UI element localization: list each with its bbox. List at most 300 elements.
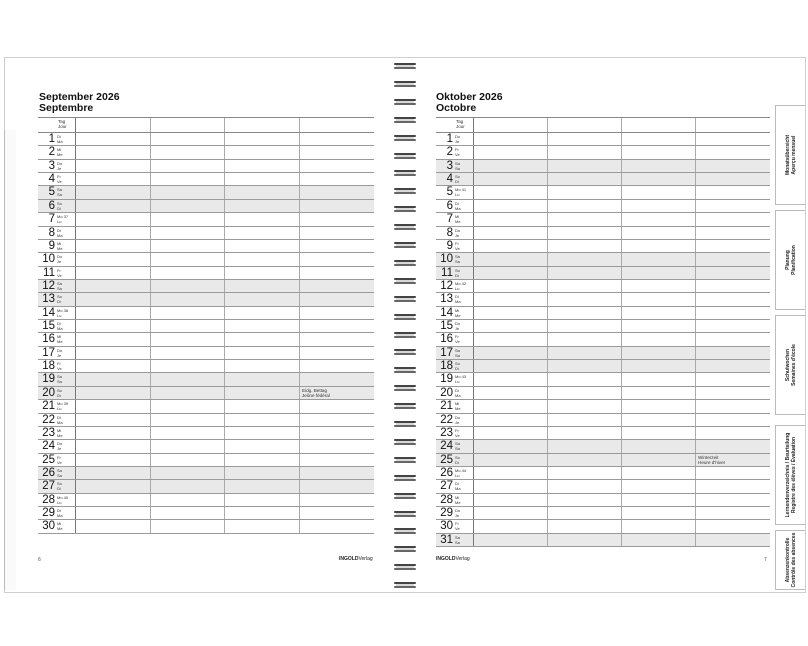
day-row[interactable] (38, 160, 374, 173)
weekday-label: Fr Ve (455, 240, 460, 251)
column-divider (299, 186, 300, 198)
day-row[interactable] (38, 414, 374, 427)
column-divider (473, 454, 474, 466)
weekday-label: Mo 40 Lu (57, 494, 69, 505)
column-divider (224, 347, 225, 359)
column-divider (621, 427, 622, 439)
column-divider (224, 186, 225, 198)
spiral-ring (394, 475, 416, 482)
column-divider (224, 253, 225, 265)
register-tab-label (785, 344, 797, 386)
column-divider (473, 347, 474, 359)
column-divider (547, 280, 548, 292)
spiral-ring (394, 332, 416, 339)
column-divider (299, 133, 300, 145)
register-tab-label-fr: Registre des élèves / Évaluation (790, 436, 797, 514)
column-divider (621, 320, 622, 332)
column-divider (150, 467, 151, 479)
weekday-label: Mi Me (455, 401, 461, 412)
weekday-label: Sa Sa (455, 347, 460, 358)
column-divider (621, 146, 622, 158)
day-row[interactable] (436, 267, 770, 280)
column-divider (695, 186, 696, 198)
column-divider (473, 333, 474, 345)
column-divider (75, 454, 76, 466)
holiday-note-fr: Heure d'hiver (698, 459, 726, 465)
column-divider (224, 240, 225, 252)
column-divider (224, 414, 225, 426)
weekday-label: Di Ma (455, 387, 461, 398)
column-divider (473, 280, 474, 292)
column-divider (547, 240, 548, 252)
day-row[interactable] (38, 387, 374, 400)
weekday-label: Di Ma (57, 508, 63, 519)
holiday-note-de: Winterzeit (698, 454, 719, 460)
column-divider (695, 494, 696, 506)
column-divider (695, 400, 696, 412)
spiral-ring (394, 99, 416, 106)
register-tab[interactable] (775, 210, 805, 310)
day-row[interactable] (38, 240, 374, 253)
column-divider (473, 440, 474, 452)
weekday-label: Fr Ve (57, 361, 62, 372)
day-row[interactable] (436, 427, 770, 440)
calendar-rows (436, 133, 770, 547)
column-divider (547, 307, 548, 319)
column-divider (547, 440, 548, 452)
column-divider (150, 200, 151, 212)
day-number: 26 (42, 466, 55, 479)
column-divider (299, 414, 300, 426)
weekday-label: So Di (57, 481, 62, 492)
register-tab-label-fr: Planification (790, 245, 797, 275)
column-divider (299, 333, 300, 345)
weekday-label: So Di (57, 200, 62, 211)
column-divider (224, 440, 225, 452)
day-row[interactable] (436, 307, 770, 320)
column-divider (547, 267, 548, 279)
day-number: 10 (440, 253, 453, 266)
day-row[interactable] (436, 213, 770, 226)
column-divider (695, 427, 696, 439)
month-title-fr: Octobre (436, 102, 477, 114)
column-divider (547, 414, 548, 426)
day-row[interactable] (436, 227, 770, 240)
column-divider (299, 213, 300, 225)
column-divider (547, 146, 548, 158)
column-divider (75, 227, 76, 239)
day-row[interactable] (436, 293, 770, 306)
day-row[interactable] (436, 480, 770, 493)
column-divider (150, 440, 151, 452)
day-row[interactable] (38, 186, 374, 199)
column-divider (473, 360, 474, 372)
day-row[interactable] (436, 333, 770, 346)
day-row[interactable] (436, 200, 770, 213)
day-row[interactable] (436, 507, 770, 520)
column-divider (75, 200, 76, 212)
column-divider (299, 480, 300, 492)
column-divider (224, 494, 225, 506)
column-divider (695, 440, 696, 452)
spiral-ring (394, 421, 416, 428)
day-row[interactable] (436, 160, 770, 173)
weekday-label: Do Je (455, 227, 461, 238)
column-divider (224, 387, 225, 399)
day-row[interactable] (38, 267, 374, 280)
day-row[interactable] (436, 280, 770, 293)
column-divider (547, 200, 548, 212)
column-divider (473, 160, 474, 172)
spiral-ring (394, 385, 416, 392)
column-divider (473, 118, 474, 132)
column-divider (547, 293, 548, 305)
column-divider (695, 454, 696, 466)
day-number: 2 (48, 146, 55, 159)
day-number: 12 (440, 279, 453, 292)
column-divider (299, 373, 300, 385)
column-divider (150, 373, 151, 385)
weekday-label: Do Je (455, 508, 461, 519)
day-row[interactable] (436, 520, 770, 533)
day-row[interactable] (436, 400, 770, 413)
register-tab-label-fr: Aperçu mensuel (790, 135, 797, 175)
day-row[interactable] (436, 467, 770, 480)
day-number: 23 (440, 426, 453, 439)
column-divider (224, 427, 225, 439)
day-row[interactable] (436, 240, 770, 253)
register-tab-label-de: Schulwochen (784, 348, 791, 382)
column-divider (621, 307, 622, 319)
column-divider (75, 213, 76, 225)
column-divider (224, 227, 225, 239)
day-row[interactable] (38, 280, 374, 293)
day-number: 3 (446, 159, 453, 172)
column-divider (695, 467, 696, 479)
weekday-label: Di Ma (455, 481, 461, 492)
spiral-ring (394, 564, 416, 571)
day-row[interactable] (38, 467, 374, 480)
column-divider (695, 387, 696, 399)
day-number: 20 (440, 386, 453, 399)
day-row[interactable] (436, 146, 770, 159)
day-number: 10 (42, 253, 55, 266)
day-row[interactable] (436, 414, 770, 427)
column-divider (695, 146, 696, 158)
column-divider (621, 454, 622, 466)
weekday-label: Di Ma (57, 321, 63, 332)
register-tab-label-fr: Contrôle des absences (790, 532, 797, 588)
column-divider (621, 227, 622, 239)
day-number: 26 (440, 466, 453, 479)
day-row[interactable] (436, 173, 770, 186)
weekday-label: Mi Me (57, 427, 63, 438)
publisher-bold: INGOLD (339, 556, 359, 562)
day-number: 16 (42, 333, 55, 346)
column-divider (150, 240, 151, 252)
day-row[interactable] (38, 173, 374, 186)
day-row[interactable] (38, 213, 374, 226)
weekday-label: So Di (455, 174, 460, 185)
day-number: 28 (440, 493, 453, 506)
column-divider (299, 387, 300, 399)
day-number: 6 (446, 199, 453, 212)
weekday-label: Do Je (455, 134, 461, 144)
day-number: 3 (48, 159, 55, 172)
column-divider (224, 400, 225, 412)
column-divider (75, 347, 76, 359)
weekday-label: Sa Sa (57, 374, 62, 385)
day-row[interactable] (38, 253, 374, 266)
column-divider (150, 400, 151, 412)
column-divider (224, 133, 225, 145)
column-divider (547, 347, 548, 359)
spiral-ring (394, 367, 416, 374)
column-divider (473, 307, 474, 319)
register-tabs (775, 60, 805, 590)
weekday-label: Mo 43 Lu (455, 374, 467, 385)
spiral-binding (393, 60, 417, 600)
day-row[interactable] (38, 507, 374, 520)
column-divider (547, 427, 548, 439)
publisher-bold: INGOLD (436, 556, 456, 562)
day-row[interactable] (436, 373, 770, 386)
column-divider (695, 347, 696, 359)
column-divider (150, 414, 151, 426)
day-row[interactable] (38, 347, 374, 360)
column-divider (75, 480, 76, 492)
column-divider (695, 133, 696, 145)
weekday-label: Sa Sa (455, 534, 460, 545)
weekday-label: Di Ma (57, 414, 63, 425)
weekday-label: Do Je (455, 321, 461, 332)
day-row[interactable] (436, 133, 770, 146)
weekday-label: Di Ma (455, 200, 461, 211)
column-divider (150, 360, 151, 372)
day-number: 1 (48, 133, 55, 145)
column-divider (224, 118, 225, 132)
holiday-note-de: Eidg. Bettag (302, 387, 328, 393)
weekday-label: Mo 44 Lu (455, 467, 467, 478)
column-divider (150, 267, 151, 279)
day-number: 19 (440, 373, 453, 386)
column-divider (695, 480, 696, 492)
day-number: 18 (42, 360, 55, 373)
column-divider (299, 280, 300, 292)
day-row[interactable] (436, 360, 770, 373)
day-row[interactable] (38, 480, 374, 493)
day-number: 27 (440, 480, 453, 493)
column-divider (473, 400, 474, 412)
day-number: 19 (42, 373, 55, 386)
day-row[interactable] (38, 400, 374, 413)
register-tab-label-de: Absenzenkontrolle (784, 537, 791, 583)
day-row[interactable] (38, 133, 374, 146)
column-divider (621, 347, 622, 359)
column-divider (695, 307, 696, 319)
weekday-label: So Di (57, 387, 62, 398)
column-divider (473, 373, 474, 385)
day-number: 29 (440, 507, 453, 520)
weekday-label: So Di (57, 294, 62, 305)
column-divider (695, 118, 696, 132)
column-divider (473, 146, 474, 158)
column-divider (150, 118, 151, 132)
day-row[interactable] (436, 186, 770, 199)
spiral-ring (394, 63, 416, 70)
register-tab[interactable] (775, 315, 805, 415)
column-divider (299, 467, 300, 479)
weekday-label: Di Ma (57, 134, 63, 144)
column-divider (695, 333, 696, 345)
page-number: 7 (764, 557, 767, 563)
column-divider (473, 253, 474, 265)
column-divider (150, 160, 151, 172)
day-row[interactable] (436, 454, 770, 467)
weekday-label: Fr Ve (455, 521, 460, 532)
column-divider (150, 333, 151, 345)
column-divider (473, 267, 474, 279)
day-number: 22 (42, 413, 55, 426)
column-divider (224, 307, 225, 319)
column-divider (473, 200, 474, 212)
register-tab-label-de: Monatsübersicht (784, 134, 791, 176)
day-number: 13 (440, 293, 453, 306)
day-row[interactable] (38, 520, 374, 533)
spiral-ring (394, 439, 416, 446)
column-divider (695, 200, 696, 212)
day-row[interactable] (38, 293, 374, 306)
column-divider (75, 307, 76, 319)
column-divider (224, 146, 225, 158)
register-tab[interactable] (775, 530, 805, 590)
column-divider (473, 467, 474, 479)
column-divider (75, 267, 76, 279)
register-tab[interactable] (775, 425, 805, 525)
register-tab[interactable] (775, 105, 805, 205)
day-row[interactable] (436, 387, 770, 400)
weekday-label: Mo 39 Lu (57, 401, 69, 412)
column-divider (75, 333, 76, 345)
day-number: 14 (42, 306, 55, 319)
day-row[interactable] (436, 320, 770, 333)
column-divider (224, 454, 225, 466)
day-row[interactable] (38, 454, 374, 467)
day-number: 25 (42, 453, 55, 466)
column-divider (547, 333, 548, 345)
weekday-label: Mi Me (57, 147, 63, 158)
column-divider (299, 293, 300, 305)
column-divider (150, 213, 151, 225)
day-row[interactable] (38, 227, 374, 240)
day-row[interactable] (38, 320, 374, 333)
calendar-grid (436, 117, 770, 547)
weekday-label: Di Ma (57, 227, 63, 238)
day-row[interactable] (436, 494, 770, 507)
column-divider (473, 133, 474, 145)
column-divider (75, 414, 76, 426)
weekday-label: Mo 38 Lu (57, 307, 69, 318)
day-number: 23 (42, 426, 55, 439)
day-number: 30 (42, 520, 55, 533)
day-row[interactable] (38, 200, 374, 213)
publisher-rest: Verlag (358, 556, 373, 562)
column-divider (547, 320, 548, 332)
column-divider (150, 173, 151, 185)
column-divider (224, 200, 225, 212)
register-tab-label-fr: Semaines d'école (790, 344, 797, 386)
column-divider (695, 320, 696, 332)
day-row[interactable] (38, 146, 374, 159)
column-divider (621, 160, 622, 172)
day-row[interactable] (38, 333, 374, 346)
column-divider (299, 118, 300, 132)
column-divider (547, 186, 548, 198)
column-divider (621, 480, 622, 492)
spiral-ring (394, 135, 416, 142)
weekday-label: So Di (455, 267, 460, 278)
day-number: 16 (440, 333, 453, 346)
column-divider (224, 160, 225, 172)
column-divider (150, 307, 151, 319)
column-divider (621, 253, 622, 265)
column-divider (75, 360, 76, 372)
column-divider (621, 507, 622, 519)
column-divider (299, 173, 300, 185)
spiral-ring (394, 296, 416, 303)
weekday-label: Fr Ve (57, 267, 62, 278)
publisher-rest: Verlag (455, 556, 470, 562)
weekday-label: Mo 37 Lu (57, 214, 69, 225)
day-row[interactable] (436, 347, 770, 360)
spiral-ring (394, 224, 416, 231)
day-row[interactable] (38, 440, 374, 453)
column-divider (299, 347, 300, 359)
spiral-ring (394, 188, 416, 195)
day-number: 31 (440, 533, 453, 546)
column-divider (224, 320, 225, 332)
day-row[interactable] (38, 307, 374, 320)
day-row[interactable] (38, 373, 374, 386)
day-row[interactable] (38, 427, 374, 440)
day-row[interactable] (38, 360, 374, 373)
weekday-label: Do Je (455, 414, 461, 425)
column-divider (224, 280, 225, 292)
column-divider (75, 280, 76, 292)
weekday-label: Sa Sa (455, 160, 460, 171)
column-divider (547, 373, 548, 385)
weekday-label: Do Je (57, 254, 63, 265)
column-divider (299, 440, 300, 452)
day-row[interactable] (436, 253, 770, 266)
column-divider (695, 267, 696, 279)
publisher-logo (339, 556, 373, 562)
weekday-label: Mi Me (57, 334, 63, 345)
column-divider (299, 507, 300, 519)
column-divider (473, 427, 474, 439)
column-divider (621, 173, 622, 185)
day-row[interactable] (38, 494, 374, 507)
column-divider (695, 293, 696, 305)
day-row[interactable] (436, 534, 770, 547)
column-divider (621, 280, 622, 292)
calendar-rows (38, 133, 374, 534)
column-divider (695, 360, 696, 372)
column-divider (547, 213, 548, 225)
day-row[interactable] (436, 440, 770, 453)
day-number: 29 (42, 507, 55, 520)
column-divider (473, 387, 474, 399)
